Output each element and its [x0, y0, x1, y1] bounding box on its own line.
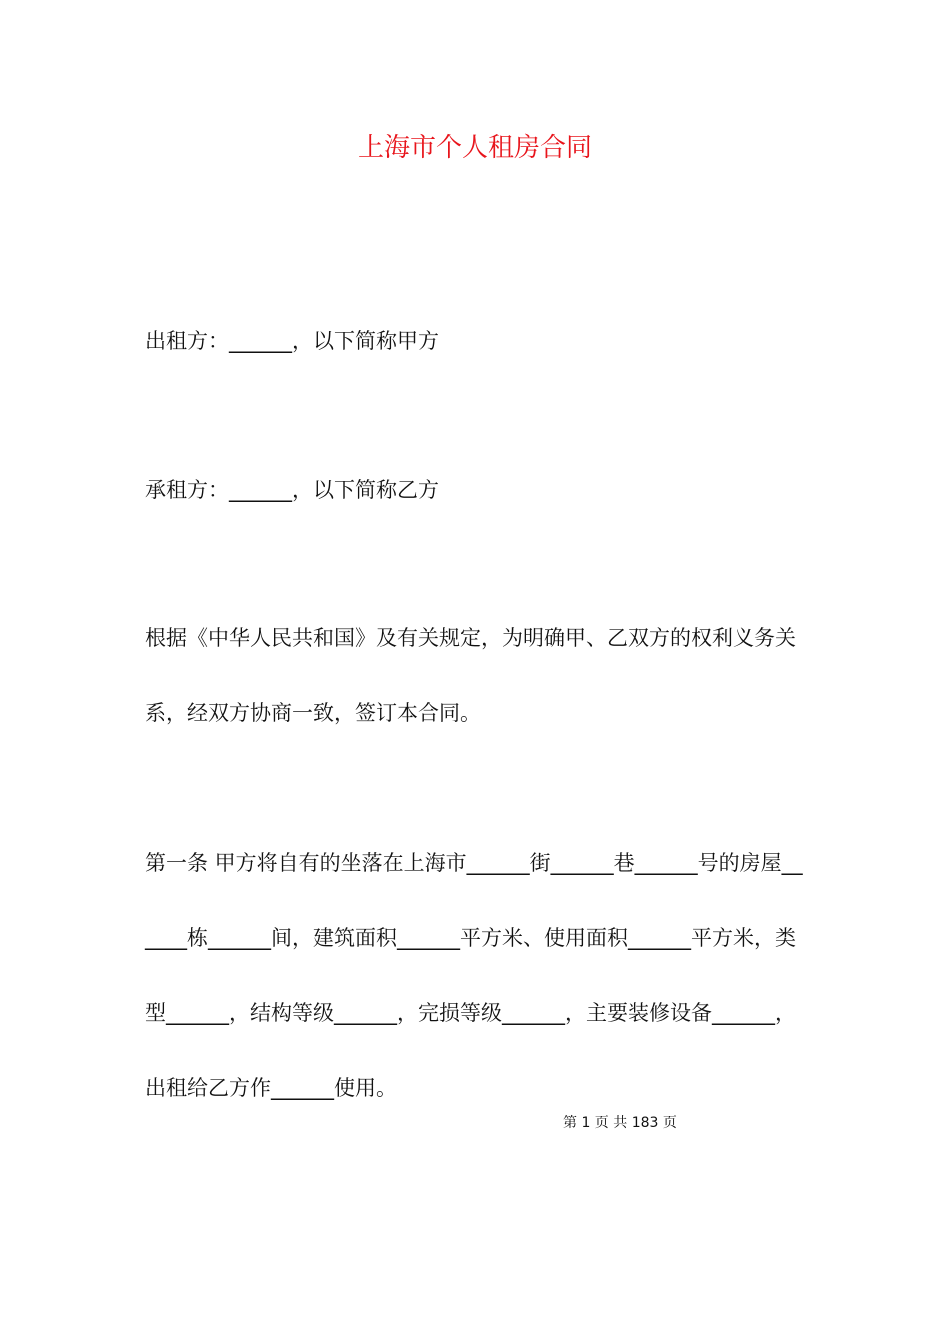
- page-indicator: 第 1 页 共 183 页: [563, 1115, 677, 1131]
- article-1-paragraph: 第一条 甲方将自有的坐落在上海市______街______巷______号的房屋______栋______间，建筑面积______平方米、使用面积______平方米，类型______，结构等级______，完损等级______，主要装修设备______，出租给乙方作______使用。: [145, 851, 803, 1100]
- lessor-line: 出租方：______，以下简称甲方: [145, 329, 439, 353]
- lessee-line: 承租方：______，以下简称乙方: [145, 478, 439, 502]
- preamble-paragraph: 根据《中华人民共和国》及有关规定，为明确甲、乙双方的权利义务关系，经双方协商一致，签订本合同。: [145, 626, 796, 725]
- document-title: 上海市个人租房合同: [357, 133, 592, 163]
